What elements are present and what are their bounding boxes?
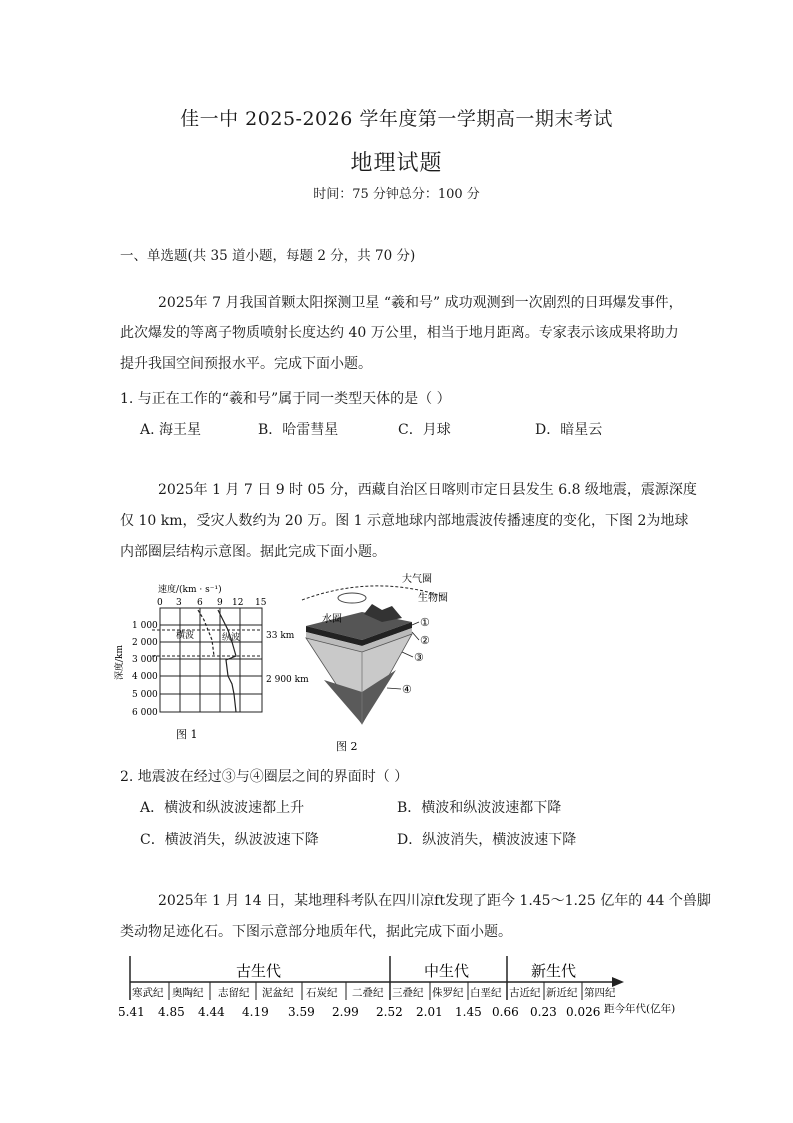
biosphere-label: 生物圈 (418, 593, 448, 604)
y-tick: 3 000 (132, 655, 158, 665)
age-label: 3.59 (288, 1005, 315, 1019)
marker-4: ④ (402, 683, 412, 696)
passage2-line3: 内部圈层结构示意图。据此完成下面小题。 (120, 544, 386, 560)
q2-option-b[interactable]: B．横波和纵波波速都下降 (397, 800, 562, 816)
age-label: 0.66 (492, 1005, 519, 1019)
subject-title: 地理试题 (350, 151, 443, 176)
s-wave-label: 横波 (176, 631, 195, 641)
period-permian: 二叠纪 (352, 987, 384, 999)
atmosphere-label: 大气圈 (402, 574, 432, 585)
period-silurian: 志留纪 (218, 987, 250, 999)
era-paleozoic: 古生代 (236, 962, 282, 980)
q2-option-c[interactable]: C．横波消失，纵波波速下降 (140, 832, 319, 848)
age-label: 5.41 (118, 1005, 145, 1019)
depth-33km: 33 km (266, 631, 295, 641)
x-tick: 15 (255, 598, 267, 608)
age-label: 2.99 (332, 1005, 359, 1019)
exam-meta: 时间：75 分钟总分：100 分 (313, 187, 480, 202)
fig1-y-ticks (132, 621, 158, 718)
fig1-boundaries (152, 630, 262, 656)
x-tick: 3 (176, 598, 182, 608)
q1-option-d[interactable]: D．暗星云 (535, 422, 603, 438)
x-tick: 9 (217, 598, 223, 608)
y-tick: 2 000 (132, 638, 158, 648)
fig1-seismic-graph (112, 580, 280, 746)
period-quaternary: 第四纪 (584, 987, 616, 999)
age-label: 4.19 (242, 1005, 269, 1019)
q1-option-a[interactable]: A. 海王星 (140, 422, 202, 438)
age-labels (118, 1005, 600, 1019)
era-cenozoic: 新生代 (531, 962, 577, 980)
geologic-timeline (112, 952, 682, 1022)
fig1-y-title: 深度/km (115, 644, 125, 680)
period-jurassic: 侏罗纪 (432, 987, 464, 999)
period-labels (132, 986, 616, 999)
p-wave-label: 纵波 (222, 633, 241, 643)
period-paleogene: 古近纪 (509, 987, 541, 999)
x-tick: 6 (197, 598, 203, 608)
fig1-x-ticks (157, 598, 267, 608)
marker-1: ① (420, 616, 430, 629)
period-cambrian: 寒武纪 (132, 987, 164, 999)
age-label: 2.52 (376, 1005, 403, 1019)
exam-title: 佳一中 2025-2026 学年度第一学期高一期末考试 (180, 108, 613, 130)
fig1-caption: 图 1 (176, 728, 198, 741)
depth-2900km: 2 900 km (266, 675, 309, 685)
age-label: 0.23 (530, 1005, 557, 1019)
fig1-grid (160, 608, 262, 712)
fig2-earth-layers (262, 570, 460, 754)
fig1-axis-title: 速度/(km · s⁻¹) (158, 585, 222, 595)
q2-stem: 2. 地震波在经过③与④圈层之间的界面时（ ） (120, 769, 409, 785)
q1-option-b[interactable]: B．哈雷彗星 (258, 422, 339, 438)
period-devonian: 泥盆纪 (262, 987, 294, 999)
y-tick: 5 000 (132, 690, 158, 700)
passage1-line1: 2025年 7 月我国首颗太阳探测卫星 “羲和号” 成功观测到一次剧烈的日珥爆发事件， (158, 295, 683, 311)
x-tick: 0 (157, 598, 163, 608)
section-heading: 一、单选题(共 35 道小题，每题 2 分，共 70 分) (120, 248, 416, 264)
q2-option-d[interactable]: D．纵波消失，横波波速下降 (397, 832, 577, 848)
period-triassic: 三叠纪 (392, 987, 424, 999)
hydrosphere-label: 水圈 (322, 614, 342, 625)
period-neogene: 新近纪 (546, 987, 578, 999)
q1-option-c[interactable]: C．月球 (398, 422, 451, 438)
y-tick: 4 000 (132, 672, 158, 682)
cloud-icon (338, 593, 366, 603)
timeline-arrow-icon (612, 977, 624, 987)
marker-2: ② (420, 634, 430, 647)
passage3-line2: 类动物足迹化石。下图示意部分地质年代，据此完成下面小题。 (120, 924, 512, 940)
age-label: 2.01 (416, 1005, 443, 1019)
passage2-line2: 仅 10 km，受灾人数约为 20 万。图 1 示意地球内部地震波传播速度的变化，下图 2为地球 (120, 513, 689, 529)
age-label: 4.85 (158, 1005, 185, 1019)
period-cretaceous: 白垩纪 (470, 987, 502, 999)
y-tick: 1 000 (132, 621, 158, 631)
passage1-line3: 提升我国空间预报水平。完成下面小题。 (120, 356, 372, 372)
x-tick: 12 (232, 598, 244, 608)
y-tick: 6 000 (132, 708, 158, 718)
q1-stem: 1. 与正在工作的“羲和号”属于同一类型天体的是（ ） (120, 391, 451, 407)
age-label: 0.026 (566, 1005, 601, 1019)
timeline-unit: 距今年代(亿年) (604, 1003, 676, 1015)
q2-option-a[interactable]: A．横波和纵波波速都上升 (140, 800, 305, 816)
passage2-line1: 2025年 1 月 7 日 9 时 05 分，西藏自治区日喀则市定日县发生 6.8 级地震，震源深度 (158, 482, 697, 498)
marker-3: ③ (414, 651, 424, 664)
period-ordovician: 奥陶纪 (172, 987, 204, 999)
age-label: 4.44 (198, 1005, 225, 1019)
passage3-line1: 2025年 1 月 14 日，某地理科考队在四川凉ft发现了距今 1.45～1.25 亿年的 44 个兽脚 (158, 893, 711, 909)
era-labels (236, 962, 576, 980)
age-label: 1.45 (455, 1005, 482, 1019)
passage1-line2: 此次爆发的等离子物质喷射长度达约 40 万公里，相当于地月距离。专家表示该成果将助力 (120, 325, 679, 341)
period-carboniferous: 石炭纪 (306, 987, 338, 999)
era-mesozoic: 中生代 (424, 962, 470, 980)
fig2-caption: 图 2 (336, 740, 358, 753)
